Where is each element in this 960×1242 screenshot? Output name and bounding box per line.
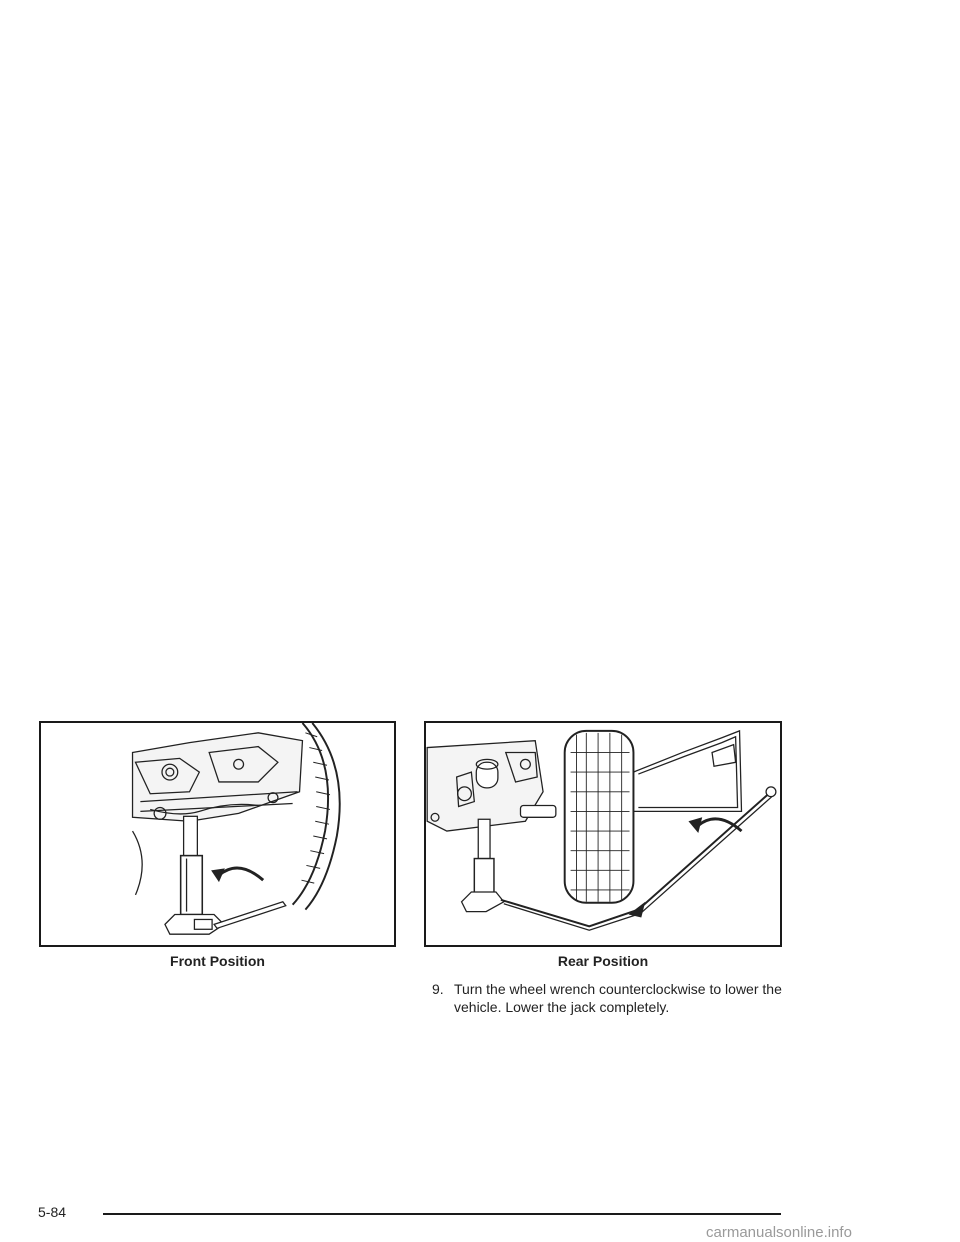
front-position-illustration [39, 721, 396, 947]
rear-position-illustration [424, 721, 782, 947]
rear-position-caption: Rear Position [557, 953, 649, 969]
step-text: Turn the wheel wrench counterclockwise to lower the vehicle. Lower the jack completely. [454, 981, 782, 1015]
instruction-step [432, 980, 792, 1016]
footer-divider [103, 1213, 781, 1215]
front-position-caption: Front Position [170, 953, 265, 969]
step-number: 9. [432, 981, 444, 997]
watermark: carmanualsonline.info [706, 1224, 852, 1241]
page-number: 5-84 [38, 1204, 67, 1220]
